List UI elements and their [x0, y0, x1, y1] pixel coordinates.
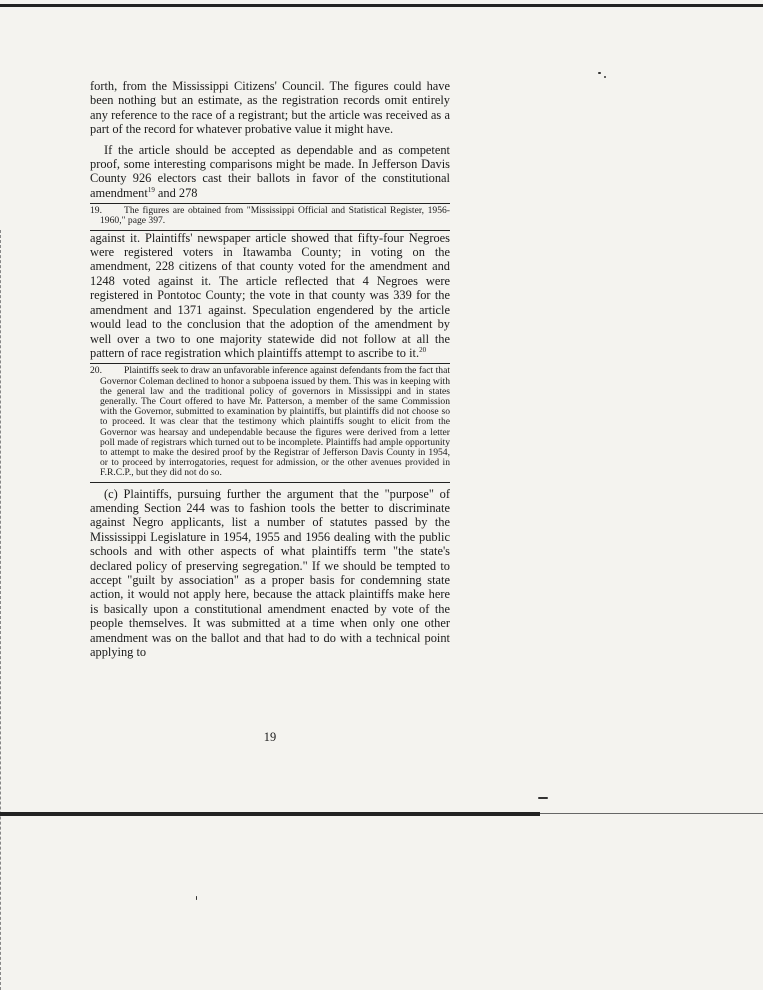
page-body — [90, 79, 450, 659]
footnote-19-number: 19. — [90, 205, 102, 217]
footnote-ref-20: 20 — [419, 345, 427, 354]
paragraph-2-text: If the article should be accepted as dependable and as competent proof, some interesting comparisons might be made. In Jefferson Davis County 926 electors cast their ballots in favor of the constitutional amendment — [90, 142, 450, 200]
paragraph-2 — [90, 143, 450, 201]
footnote-divider — [90, 203, 450, 204]
scan-speck — [538, 797, 548, 799]
paragraph-1: forth, from the Mississippi Citizens' Council. The figures could have been nothing but an estimate, as the registration records omit entirely any reference to the race of a registrant; but the article was received as a part of the record for whatever probative value it might have. — [90, 79, 450, 137]
footnote-divider — [90, 482, 450, 483]
scan-speck — [196, 896, 197, 900]
bottom-scan-rule-thin — [540, 813, 763, 814]
paragraph-2-tail: and 278 — [154, 185, 198, 200]
footnote-divider — [90, 363, 450, 364]
footnote-20 — [90, 366, 450, 478]
footnote-ref-19: 19 — [147, 185, 155, 194]
paragraph-4: (c) Plaintiffs, pursuing further the argument that the "purpose" of amending Section 244 was to fashion tools the better to discriminate against Negro applicants, list a number of statutes passed by the Mississippi Legislature in 1954, 1955 and 1956 dealing with the public schools and with other aspects of what plaintiffs term "the state's declared policy of preserving segregation." If we should be tempted to accept "guilt by association" as a proper basis for condemning state action, it would not apply here, because the attack plaintiffs make here is basically upon a constitutional amendment enacted by vote of the people themselves. It was submitted at a time when only one other amendment was on the ballot and that had to do with a technical point applying to — [90, 486, 450, 660]
left-scan-edge — [0, 230, 3, 990]
page-number: 19 — [263, 730, 277, 744]
bottom-scan-rule — [0, 812, 540, 816]
scan-speck — [598, 72, 601, 74]
paragraph-3 — [90, 231, 450, 361]
top-scan-rule — [0, 4, 763, 7]
footnote-20-text: Plaintiffs seek to draw an unfavorable inference against defendants from the fact that Governor Coleman declined to honor a subpoena issued by them. This was in keeping with the general law and the traditional policy of governors in Mississippi and in states generally. The Court offered to have Mr. Patterson, a member of the same Commission with the Governor, submitted to examination by plaintiffs, but plaintiffs did not choose so to proceed. It was clear that the testimony which plaintiffs sought to elicit from the Governor was hearsay and undependable because the figures were derived from a letter poll made of registrars which turned out to be incomplete. Plaintiffs had ample opportunity to attempt to make the desired proof by the Registrar of Jefferson Davis County in 1954, or to proceed by interrogatories, request for admission, or the other avenues provided in F.R.C.P., but they did not do so. — [100, 365, 450, 479]
footnote-19-text: The figures are obtained from "Mississippi Official and Statistical Register, 1956-1960," page 397. — [100, 205, 450, 227]
paragraph-3-text: against it. Plaintiffs' newspaper article showed that fifty-four Negroes were registered voters in Itawamba County; in voting on the amendment, 228 citizens of that county voted for the amendment and 1248 voted against it. The article reflected that 4 Negroes were registered in Pontotoc County; the vote in that county was 339 for the amendment and 1371 against. Speculation engendered by the article would lead to the conclusion that the adoption of the amendment by well over a two to one majority statewide did not follow at all the pattern of race registration which plaintiffs attempt to ascribe to it. — [90, 230, 450, 360]
footnote-20-number: 20. — [90, 365, 102, 377]
footnote-19 — [90, 206, 450, 226]
scan-speck — [604, 76, 606, 78]
